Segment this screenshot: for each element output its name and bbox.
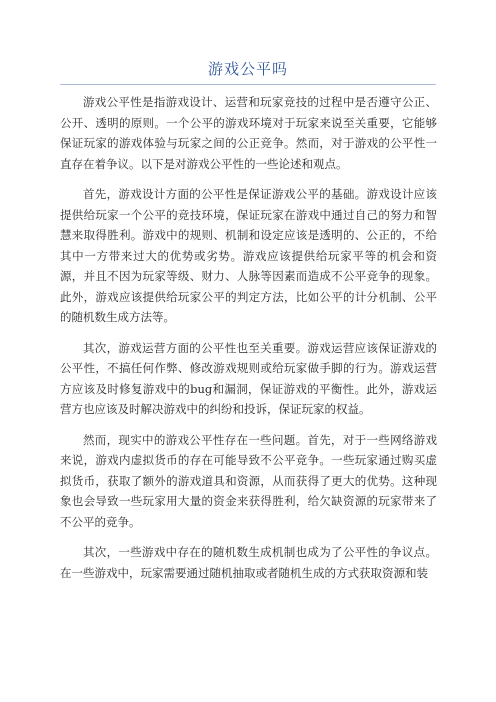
paragraph: 其次，游戏运营方面的公平性也至关重要。游戏运营应该保证游戏的公平性，不搞任何作弊、修改游戏规则或给玩家做手脚的行为。游戏运营方应该及时修复游戏中的bug和漏洞，保证游戏的平衡性。此外，游戏运营方也应该及时解决游戏中的纠纷和投诉，保证玩家的权益。 (60, 340, 437, 416)
paragraph: 然而，现实中的游戏公平性存在一些问题。首先，对于一些网络游戏来说，游戏内虚拟货币的存在可能导致不公平竞争。一些玩家通过购买虚拟货币，获取了额外的游戏道具和资源，从而获得了更大的优势。这种现象也会导致一些玩家用大量的资金来获得胜利，给欠缺资源的玩家带来了不公平的竞争。 (60, 432, 437, 529)
title-divider (60, 84, 436, 85)
paragraph: 游戏公平性是指游戏设计、运营和玩家竞技的过程中是否遵守公正、公开、透明的原则。一个公平的游戏环境对于玩家来说至关重要，它能够保证玩家的游戏体验与玩家之间的公正竞争。然而，对于游戏的公平性一直存在着争议。以下是对游戏公平性的一些论述和观点。 (60, 95, 437, 171)
paragraph: 首先，游戏设计方面的公平性是保证游戏公平的基础。游戏设计应该提供给玩家一个公平的竞技环境，保证玩家在游戏中通过自己的努力和智慧来取得胜利。游戏中的规则、机制和设定应该是透明的、公正的，不给其中一方带来过大的优势或劣势。游戏应该提供给玩家平等的机会和资源，并且不因为玩家等级、财力、人脉等因素而造成不公平竞争的现象。此外，游戏应该提供给玩家公平的判定方法，比如公平的计分机制、公平的随机数生成方法等。 (60, 187, 437, 324)
document-title: 游戏公平吗 (207, 60, 288, 78)
document-body (60, 92, 437, 593)
paragraph: 其次，一些游戏中存在的随机数生成机制也成为了公平性的争议点。在一些游戏中，玩家需要通过随机抽取或者随机生成的方式获取资源和装 (60, 545, 437, 580)
